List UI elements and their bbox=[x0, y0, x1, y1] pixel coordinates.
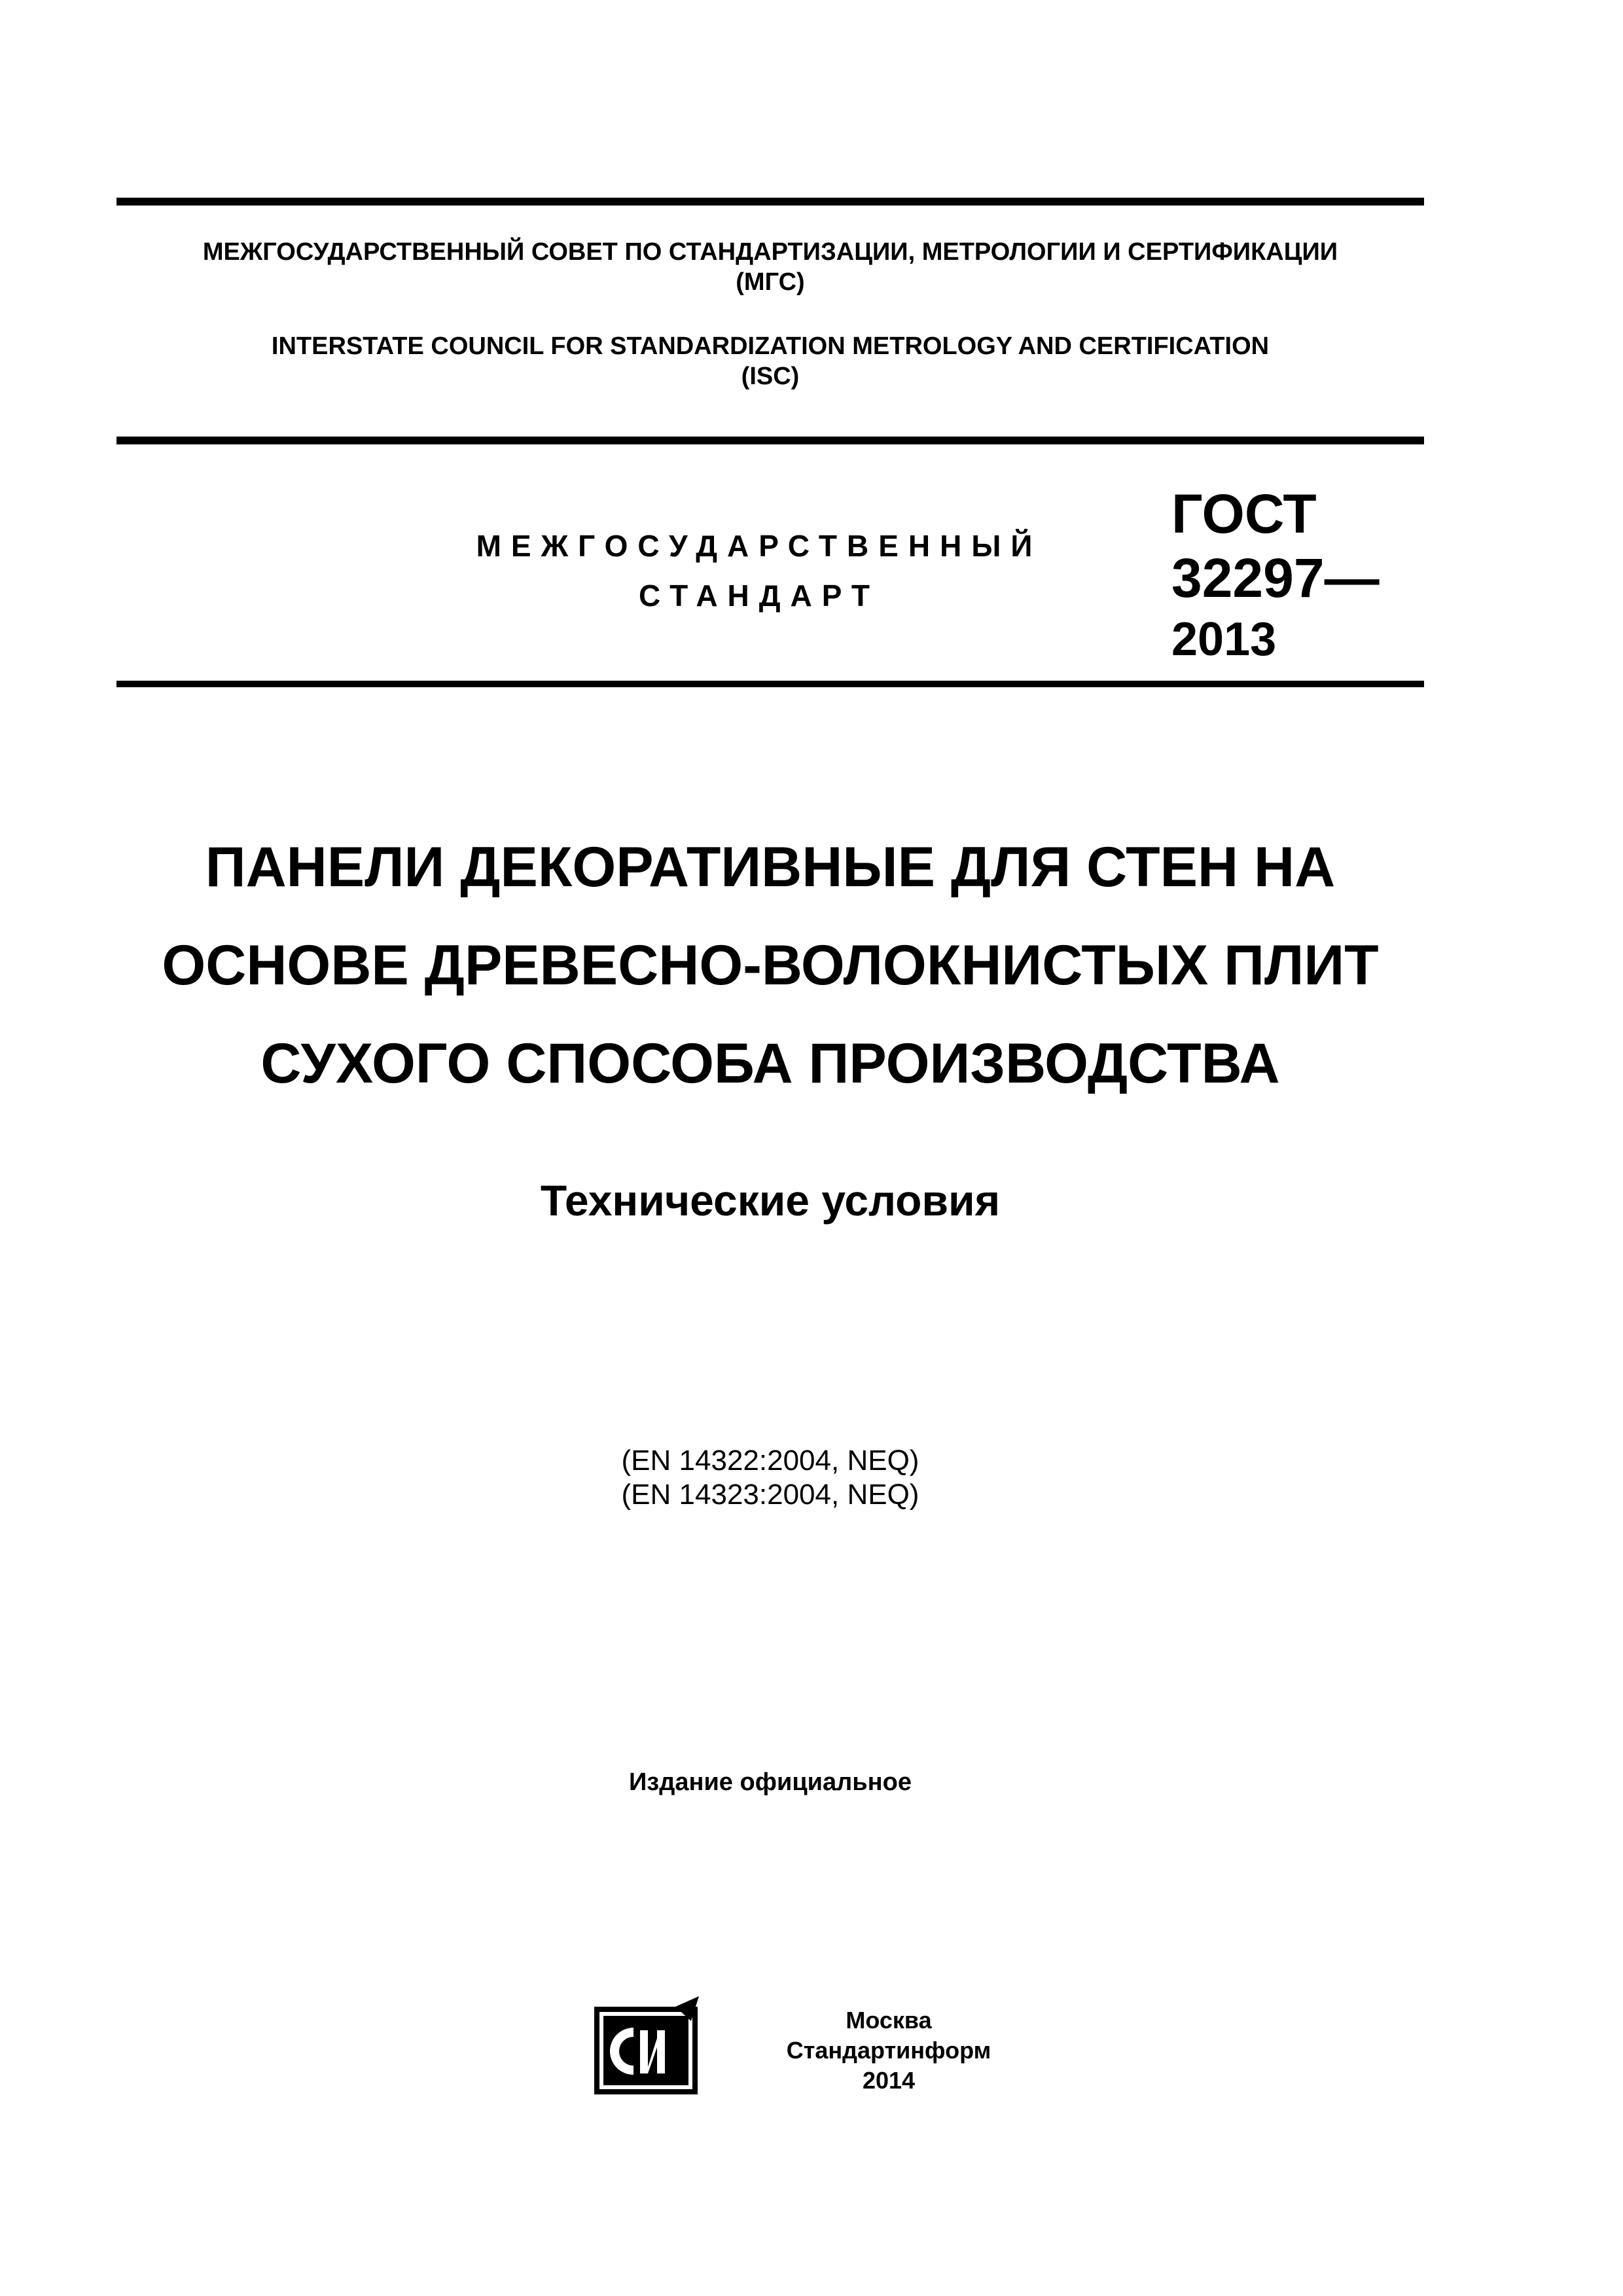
reference-item: (EN 14322:2004, NEQ) bbox=[621, 1444, 919, 1477]
gost-label: ГОСТ bbox=[1171, 483, 1317, 545]
council-name-en-line: INTERSTATE COUNCIL FOR STANDARDIZATION METROLOGY AND CERTIFICATION bbox=[271, 332, 1270, 360]
edition-label: Издание официальное bbox=[629, 1768, 912, 1796]
top-divider bbox=[116, 198, 1424, 206]
imprint-city: Москва bbox=[846, 2007, 932, 2034]
bottom-divider bbox=[116, 681, 1424, 687]
council-abbr-ru: (МГС) bbox=[736, 268, 805, 296]
references bbox=[116, 1444, 1424, 1512]
standard-kind-line2: СТАНДАРТ bbox=[639, 579, 880, 613]
standard-kind-line1: МЕЖГОСУДАРСТВЕННЫЙ bbox=[476, 529, 1043, 563]
council-name-en bbox=[116, 331, 1424, 391]
imprint-publisher: Стандартинформ bbox=[786, 2037, 991, 2064]
gost-designation bbox=[1171, 482, 1433, 669]
council-name-ru-line: МЕЖГОСУДАРСТВЕННЫЙ СОВЕТ ПО СТАНДАРТИЗАЦИИ, МЕТРОЛОГИИ И СЕРТИФИКАЦИИ bbox=[202, 238, 1338, 266]
document-subtitle: Технические условия bbox=[540, 1176, 1001, 1225]
imprint-year: 2014 bbox=[862, 2067, 916, 2094]
title-line: ОСНОВЕ ДРЕВЕСНО-ВОЛОКНИСТЫХ ПЛИТ bbox=[162, 934, 1379, 997]
document-title bbox=[116, 818, 1424, 1113]
council-name-ru bbox=[116, 237, 1424, 297]
standard-kind bbox=[366, 521, 1152, 620]
middle-divider bbox=[116, 437, 1424, 444]
title-line: СУХОГО СПОСОБА ПРОИЗВОДСТВА bbox=[260, 1032, 1280, 1095]
council-abbr-en: (ISC) bbox=[741, 363, 800, 390]
imprint bbox=[758, 2005, 1020, 2096]
reference-item: (EN 14323:2004, NEQ) bbox=[621, 1479, 919, 1511]
title-line: ПАНЕЛИ ДЕКОРАТИВНЫЕ ДЛЯ СТЕН НА bbox=[205, 836, 1336, 899]
gost-year: 2013 bbox=[1171, 613, 1277, 666]
gost-number: 32297— bbox=[1171, 547, 1380, 609]
publisher-logo-icon bbox=[594, 1995, 702, 2094]
